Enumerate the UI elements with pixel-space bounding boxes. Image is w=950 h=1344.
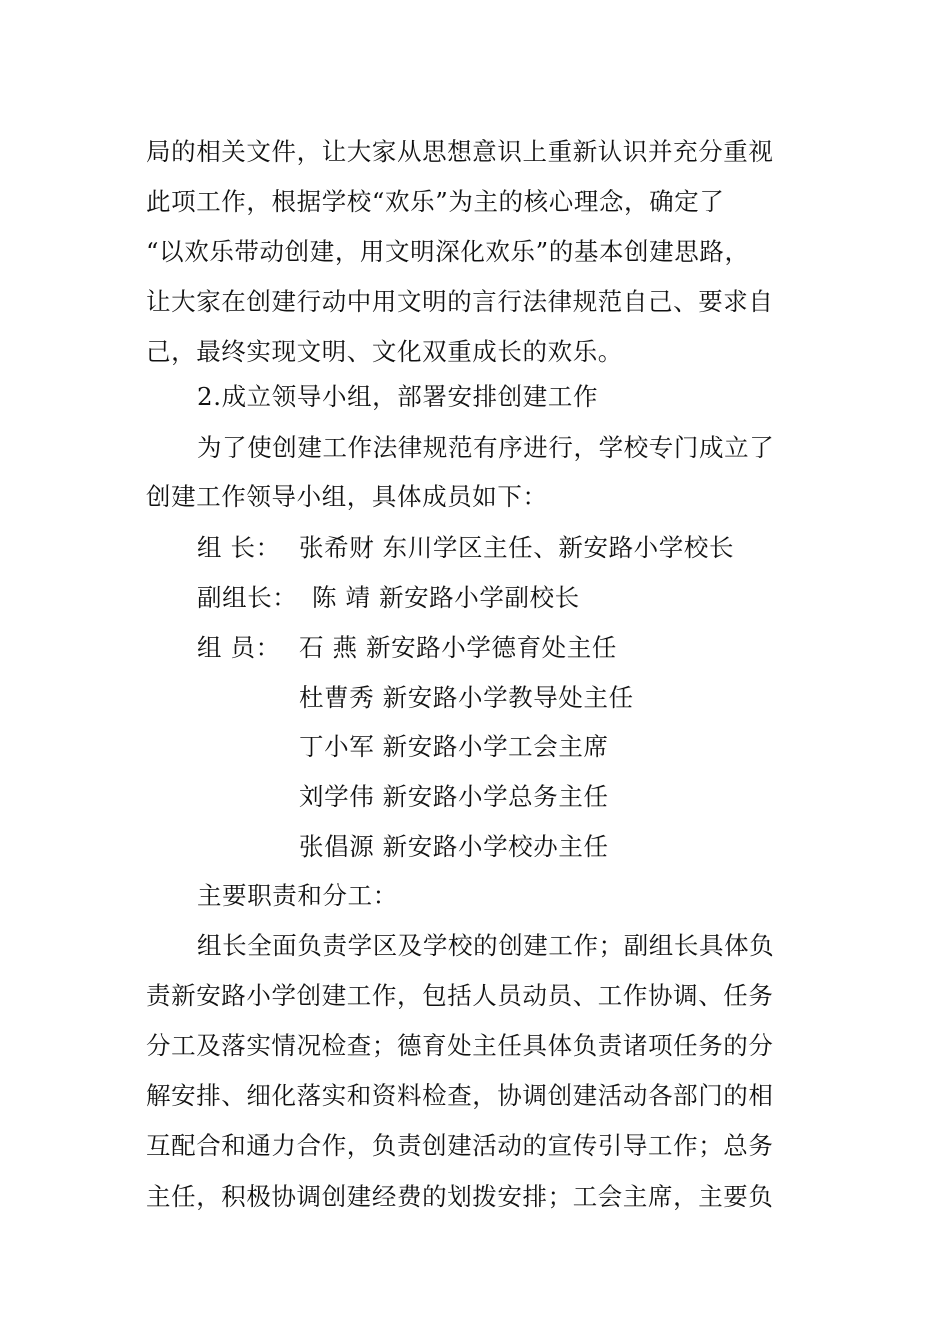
duties-heading: 主要职责和分工： — [197, 881, 398, 910]
member-entry: 石 燕 新安路小学德育处主任 — [299, 633, 617, 662]
member-entry: 杜曹秀 新安路小学教导处主任 — [299, 683, 634, 712]
body-text-line: 创建工作领导小组，具体成员如下： — [146, 482, 548, 511]
body-text-line: 解安排、细化落实和资料检查，协调创建活动各部门的相 — [146, 1081, 774, 1110]
member-role-label: 组 长： — [197, 533, 281, 562]
body-text-line: 己，最终实现文明、文化双重成长的欢乐。 — [146, 337, 623, 366]
body-text-line: “以欢乐带动创建，用文明深化欢乐”的基本创建思路， — [146, 237, 750, 266]
body-text-line: 主任，积极协调创建经费的划拨安排；工会主席，主要负 — [146, 1182, 774, 1211]
body-text-line: 互配合和通力合作，负责创建活动的宣传引导工作；总务 — [146, 1131, 774, 1160]
member-entry: 张倡源 新安路小学校办主任 — [299, 832, 609, 861]
member-role-label: 副组长： — [197, 583, 298, 612]
member-entry: 陈 靖 新安路小学副校长 — [312, 583, 580, 612]
section-heading: 2.成立领导小组，部署安排创建工作 — [197, 382, 599, 411]
body-text-line: 局的相关文件，让大家从思想意识上重新认识并充分重视 — [146, 137, 774, 166]
member-entry: 丁小军 新安路小学工会主席 — [299, 732, 609, 761]
body-text-line: 为了使创建工作法律规范有序进行，学校专门成立了 — [197, 433, 775, 462]
body-text-line: 分工及落实情况检查；德育处主任具体负责诸项任务的分 — [146, 1031, 774, 1060]
body-text-line: 责新安路小学创建工作，包括人员动员、工作协调、任务 — [146, 981, 774, 1010]
body-text-line: 让大家在创建行动中用文明的言行法律规范自己、要求自 — [146, 287, 774, 316]
body-text-line: 组长全面负责学区及学校的创建工作；副组长具体负 — [197, 931, 775, 960]
body-text-line: 此项工作，根据学校“欢乐”为主的核心理念，确定了 — [146, 187, 725, 216]
member-entry: 刘学伟 新安路小学总务主任 — [299, 782, 609, 811]
member-entry: 张希财 东川学区主任、新安路小学校长 — [299, 533, 735, 562]
member-role-label: 组 员： — [197, 633, 281, 662]
